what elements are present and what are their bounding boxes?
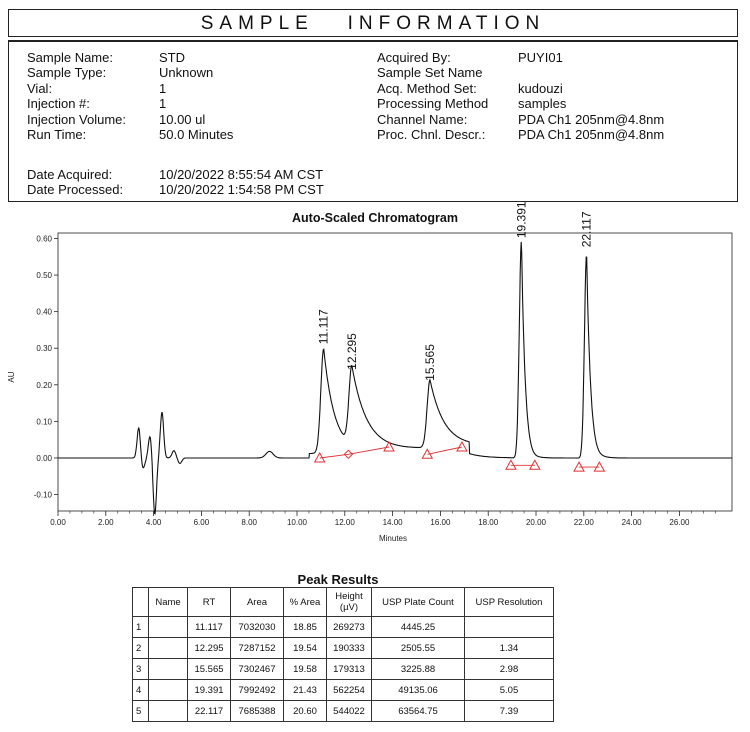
- table-cell: 7302467: [231, 659, 284, 680]
- table-cell: 4445.25: [372, 617, 465, 638]
- info-row-date-acquired: [27, 167, 324, 182]
- x-tick-label: 4.00: [145, 518, 162, 527]
- table-row: [133, 617, 554, 638]
- table-cell: 49135.06: [372, 680, 465, 701]
- table-cell: [149, 680, 188, 701]
- column-header: Area: [231, 588, 284, 617]
- info-row-processing-method: [377, 96, 664, 111]
- x-axis-label: Minutes: [378, 534, 408, 543]
- table-row: [133, 701, 554, 722]
- peak-label: 19.391: [514, 201, 529, 239]
- y-tick-label: 0.50: [36, 271, 52, 281]
- table-cell: [149, 617, 188, 638]
- table-cell: 190333: [327, 638, 372, 659]
- info-label: Injection #:: [27, 96, 90, 112]
- info-label: Date Processed:: [27, 182, 124, 198]
- info-label: Vial:: [27, 80, 53, 96]
- info-label: Injection Volume:: [27, 111, 127, 127]
- table-cell: 2505.55: [372, 638, 465, 659]
- y-tick-label: 0.10: [36, 417, 52, 427]
- y-tick-label: 0.00: [36, 453, 52, 463]
- column-header: USP Resolution: [465, 588, 554, 617]
- table-cell: 22.117: [188, 701, 231, 722]
- table-cell: 2.98: [465, 659, 554, 680]
- x-tick-label: 16.00: [430, 518, 451, 527]
- table-cell: 1: [133, 617, 149, 638]
- info-row-date-processed: [27, 182, 324, 197]
- table-cell: 18.85: [284, 617, 327, 638]
- peak-labels: [317, 201, 594, 381]
- x-tick-label: 14.00: [382, 518, 403, 527]
- info-label: Date Acquired:: [27, 167, 113, 182]
- sample-info-box: [8, 40, 738, 202]
- y-tick-label: 0.20: [36, 380, 52, 390]
- baseline-marker-triangle: [506, 460, 516, 469]
- peak-results-title: Peak Results: [297, 572, 379, 587]
- table-row: [133, 659, 554, 680]
- info-label: Processing Method: [377, 96, 489, 112]
- y-axis-label: AU: [7, 371, 16, 383]
- info-label: Acquired By:: [377, 50, 451, 65]
- info-value: PUYI01: [518, 50, 563, 65]
- y-tick-label: -0.10: [33, 490, 52, 500]
- table-cell: 5.05: [465, 680, 554, 701]
- header-title: SAMPLE INFORMATION: [200, 13, 546, 34]
- integration-baselines: [320, 447, 600, 467]
- info-row-acq-method-set: [377, 81, 664, 96]
- table-cell: [149, 659, 188, 680]
- info-label: Acq. Method Set:: [377, 80, 477, 96]
- table-cell: 19.58: [284, 659, 327, 680]
- header-box: [8, 9, 738, 37]
- baseline-marker-triangle: [457, 442, 467, 451]
- column-header: % Area: [284, 588, 327, 617]
- info-value: 10/20/2022 8:55:54 AM CST: [159, 167, 324, 182]
- info-row-sample-type: [27, 65, 233, 80]
- x-axis-ticks: [50, 511, 715, 527]
- sample-info-left: [27, 50, 233, 142]
- table-cell: 20.60: [284, 701, 327, 722]
- info-label: Proc. Chnl. Descr.:: [377, 127, 486, 143]
- column-header: Height (µV): [327, 588, 372, 617]
- column-header: [133, 588, 149, 617]
- peak-label: 15.565: [423, 344, 438, 381]
- info-value: 10/20/2022 1:54:58 PM CST: [159, 182, 324, 198]
- info-row-proc-chnl-descr: [377, 127, 664, 142]
- info-row-sample-set-name: [377, 65, 664, 80]
- peak-label: 12.295: [344, 333, 359, 370]
- info-row-vial: [27, 81, 233, 96]
- table-cell: 269273: [327, 617, 372, 638]
- baseline-marker-triangle: [530, 460, 540, 469]
- table-cell: [149, 638, 188, 659]
- x-tick-label: 18.00: [478, 518, 499, 527]
- x-tick-label: 20.00: [525, 518, 547, 527]
- table-header-row: [133, 588, 554, 617]
- table-cell: 7.39: [465, 701, 554, 722]
- table-cell: 1.34: [465, 638, 554, 659]
- info-value: 1: [159, 96, 167, 112]
- table-row: [133, 680, 554, 701]
- table-cell: 7685388: [231, 701, 284, 722]
- peak-label: 11.117: [316, 309, 331, 345]
- baseline-markers: [315, 442, 605, 471]
- info-value: kudouzi: [518, 80, 563, 96]
- x-tick-label: 0.00: [50, 518, 66, 527]
- table-cell: 19.54: [284, 638, 327, 659]
- table-cell: 5: [133, 701, 149, 722]
- table-cell: 7992492: [231, 680, 284, 701]
- column-header: RT: [188, 588, 231, 617]
- table-cell: 12.295: [188, 638, 231, 659]
- column-header: USP Plate Count: [372, 588, 465, 617]
- info-row-injection: [27, 96, 233, 111]
- table-cell: [465, 617, 554, 638]
- x-tick-label: 2.00: [98, 518, 114, 527]
- table-cell: 15.565: [188, 659, 231, 680]
- y-tick-label: 0.30: [36, 344, 52, 354]
- x-tick-label: 26.00: [669, 518, 690, 527]
- baseline-marker-triangle: [574, 462, 584, 471]
- info-row-run-time: [27, 127, 233, 142]
- info-row-acquired-by: [377, 50, 664, 65]
- y-axis-ticks: [34, 234, 58, 499]
- table-cell: 4: [133, 680, 149, 701]
- chart-title: Auto-Scaled Chromatogram: [292, 211, 458, 225]
- table-row: [133, 638, 554, 659]
- table-cell: 7032030: [231, 617, 284, 638]
- info-row-channel-name: [377, 112, 664, 127]
- table-cell: 19.391: [188, 680, 231, 701]
- table-cell: 63564.75: [372, 701, 465, 722]
- x-tick-label: 10.00: [286, 518, 308, 527]
- info-value: STD: [159, 50, 185, 65]
- x-tick-label: 6.00: [193, 518, 210, 527]
- plot-area-frame: [58, 233, 732, 511]
- baseline-marker-triangle: [594, 462, 604, 471]
- info-row-sample-name: [27, 50, 233, 65]
- info-label: Run Time:: [27, 127, 87, 143]
- info-label: Sample Name:: [27, 50, 113, 65]
- info-label: Sample Type:: [27, 65, 107, 81]
- info-value: PDA Ch1 205nm@4.8nm: [518, 127, 665, 143]
- info-value: Unknown: [159, 65, 214, 81]
- x-tick-label: 8.00: [241, 518, 257, 527]
- info-value: samples: [518, 96, 567, 112]
- y-tick-label: 0.40: [36, 307, 52, 317]
- info-value: 10.00 ul: [159, 111, 206, 127]
- table-cell: 544022: [327, 701, 372, 722]
- table-cell: 21.43: [284, 680, 327, 701]
- sample-info-right: [377, 50, 664, 142]
- chromatogram-trace: [58, 242, 732, 514]
- table-cell: 3: [133, 659, 149, 680]
- x-tick-label: 22.00: [573, 518, 594, 527]
- table-cell: [149, 701, 188, 722]
- table-cell: 3225.88: [372, 659, 465, 680]
- info-value: 50.0 Minutes: [159, 127, 234, 143]
- table-cell: 7287152: [231, 638, 284, 659]
- sample-info-dates: [27, 167, 324, 198]
- x-tick-label: 12.00: [334, 518, 355, 527]
- column-header: Name: [149, 588, 188, 617]
- y-tick-label: 0.60: [36, 234, 52, 244]
- x-tick-label: 24.00: [621, 518, 642, 527]
- info-label: Channel Name:: [377, 111, 468, 127]
- info-value: 1: [159, 80, 167, 96]
- info-label: Sample Set Name: [377, 65, 483, 81]
- peak-results-table: [132, 587, 554, 722]
- table-cell: 2: [133, 638, 149, 659]
- peak-label: 22.117: [579, 211, 594, 248]
- table-cell: 11.117: [188, 617, 231, 638]
- info-row-injection-volume: [27, 112, 233, 127]
- table-cell: 562254: [327, 680, 372, 701]
- table-cell: 179313: [327, 659, 372, 680]
- info-value: PDA Ch1 205nm@4.8nm: [518, 111, 665, 127]
